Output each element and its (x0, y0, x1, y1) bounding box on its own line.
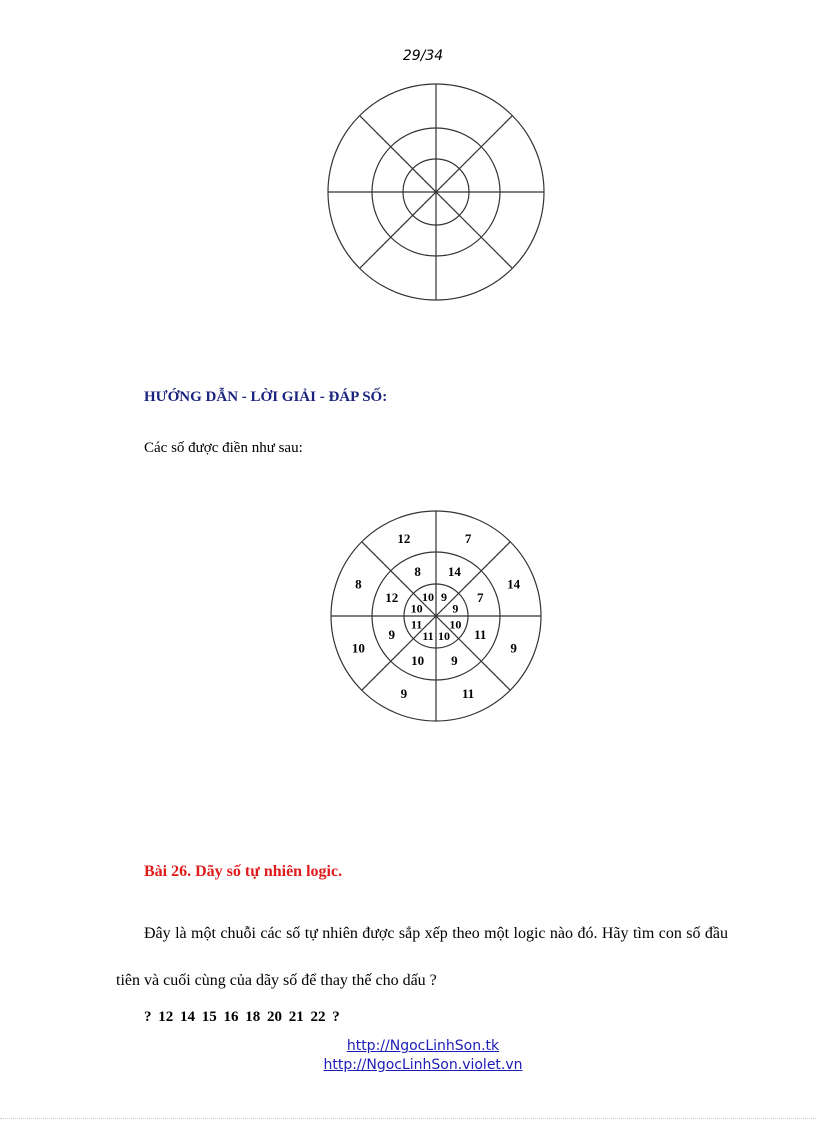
wheel-number-outer-4: 9 (400, 686, 408, 702)
wheel-number-outer-2: 9 (510, 640, 517, 656)
wheel-number-outer-3: 11 (461, 686, 475, 702)
wheel-number-inner-5: 11 (410, 617, 423, 632)
wheel-number-inner-4: 11 (422, 628, 434, 643)
answer-number-wheel (325, 510, 547, 722)
wheel-number-inner-0: 9 (441, 590, 447, 605)
wheel-number-middle-6: 12 (385, 590, 399, 606)
wheel-number-middle-4: 10 (411, 652, 425, 668)
wheel-spokes (328, 84, 544, 300)
wheel-number-middle-3: 9 (451, 652, 458, 668)
wheel-number-middle-1: 7 (477, 590, 484, 606)
solution-heading: HƯỚNG DẪN - LỜI GIẢI - ĐÁP SỐ: (144, 389, 388, 405)
wheel-number-middle-2: 11 (474, 626, 487, 642)
footer-link-tk[interactable]: http://NgocLinhSon.tk (346, 1038, 500, 1054)
footer-dotted-rule (0, 1118, 816, 1119)
number-sequence: ? 12 14 15 16 18 20 21 22 ? (144, 1009, 340, 1025)
wheel-number-outer-1: 14 (507, 576, 521, 592)
problem-title: Bài 26. Dãy số tự nhiên logic. (144, 863, 343, 880)
footer-link-violet[interactable]: http://NgocLinhSon.violet.vn (323, 1057, 523, 1073)
wheel-number-inner-1: 9 (452, 601, 459, 616)
wheel-number-inner-2: 10 (449, 617, 462, 632)
blank-number-wheel (325, 83, 547, 301)
wheel-number-inner-7: 10 (422, 590, 434, 605)
solution-intro: Các số được điền như sau: (144, 440, 303, 456)
wheel-number-middle-5: 9 (388, 626, 395, 642)
wheel-spokes (331, 511, 541, 721)
page-number: 29/34 (402, 48, 444, 64)
problem-text: Đây là một chuỗi các số tự nhiên được sắp xếp theo một logic nào đó. Hãy tìm con số đầu tiên và cuối cùng của dãy số để thay thế cho dấu ? (116, 925, 728, 989)
wheel-number-outer-0: 7 (464, 530, 472, 546)
wheel-number-outer-5: 10 (351, 640, 365, 656)
wheel-number-middle-7: 8 (414, 564, 421, 580)
footer-links (0, 1037, 816, 1075)
wheel-number-inner-3: 10 (438, 628, 450, 643)
wheel-number-outer-7: 12 (397, 530, 411, 546)
wheel-number-inner-6: 10 (410, 601, 423, 616)
wheel-number-outer-6: 8 (355, 576, 362, 592)
wheel-number-middle-0: 14 (447, 564, 461, 580)
